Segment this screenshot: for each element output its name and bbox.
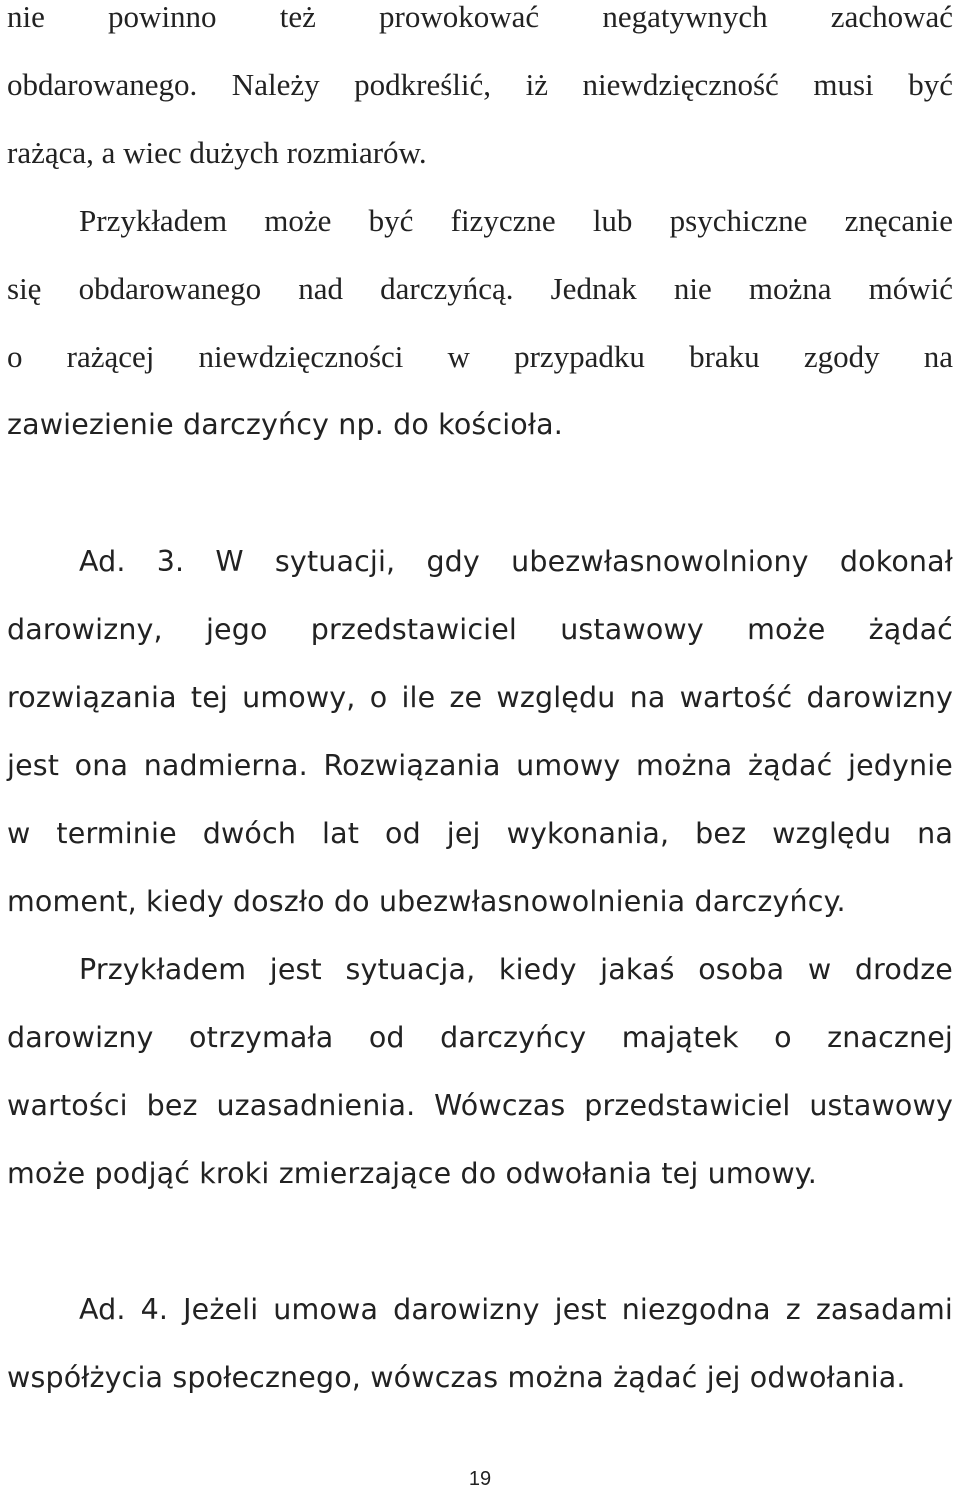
page-number: 19: [468, 1468, 492, 1490]
text-line: rażąca, a wiec dużych rozmiarów.: [7, 135, 427, 170]
paragraph-example-guardian: [7, 953, 953, 1225]
text-line: może podjąć kroki zmierzające do odwołania tej umowy.: [7, 1157, 817, 1190]
text-line: darowizny, jego przedstawiciel ustawowy może żądać: [7, 613, 953, 646]
text-line: obdarowanego. Należy podkreślić, iż niewdzięczność musi być: [7, 67, 953, 102]
text-line: moment, kiedy doszło do ubezwłasnowolnienia darczyńcy.: [7, 885, 846, 918]
text-line: darowizny otrzymała od darczyńcy majątek o znacznej: [7, 1021, 953, 1054]
text-line: Ad. 4. Jeżeli umowa darowizny jest niezgodna z zasadami: [79, 1293, 953, 1326]
text-line: w terminie dwóch lat od jej wykonania, bez względu na: [7, 817, 953, 850]
paragraph-example-abuse: [7, 204, 953, 476]
paragraph-continuation: [7, 0, 953, 204]
text-line: rozwiązania tej umowy, o ile ze względu na wartość darowizny: [7, 681, 953, 714]
text-line: Przykładem jest sytuacja, kiedy jakaś osoba w drodze: [79, 953, 953, 986]
text-line: Ad. 3. W sytuacji, gdy ubezwłasnowolniony dokonał: [79, 545, 953, 578]
paragraph-ad-4: [7, 1293, 953, 1429]
paragraph-ad-3: [7, 545, 953, 953]
text-line: o rażącej niewdzięczności w przypadku braku zgody na: [7, 339, 953, 374]
text-line: zawiezienie darczyńcy np. do kościoła.: [7, 408, 563, 441]
text-line: współżycia społecznego, wówczas można żądać jej odwołania.: [7, 1361, 906, 1394]
text-line: wartości bez uzasadnienia. Wówczas przedstawiciel ustawowy: [7, 1089, 953, 1122]
text-line: nie powinno też prowokować negatywnych zachować: [7, 0, 953, 34]
text-line: Przykładem może być fizyczne lub psychiczne znęcanie: [79, 203, 953, 238]
text-line: się obdarowanego nad darczyńcą. Jednak nie można mówić: [7, 271, 953, 306]
text-line: jest ona nadmierna. Rozwiązania umowy można żądać jedynie: [7, 749, 953, 782]
